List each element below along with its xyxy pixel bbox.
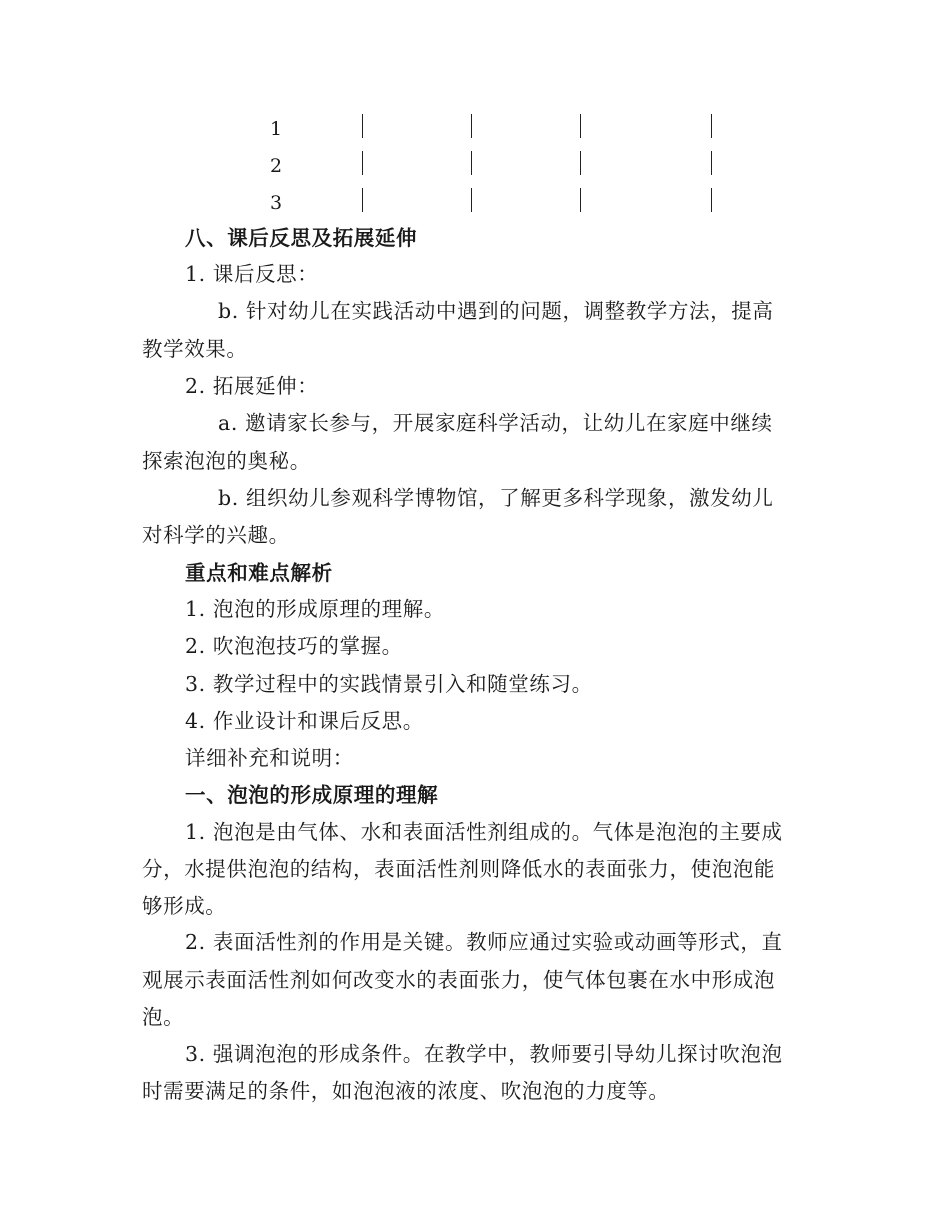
paragraph-line: 对科学的兴趣。 [142, 523, 290, 547]
section-heading: 一、泡泡的形成原理的理解 [185, 783, 439, 807]
table-cell-divider [471, 114, 472, 138]
table-cell-divider [711, 114, 712, 138]
table-cell-divider [580, 114, 581, 138]
table-cell-divider [362, 151, 363, 175]
table-row [0, 110, 950, 147]
table-cell-divider [362, 114, 363, 138]
table-row [0, 147, 950, 184]
paragraph-line: 3. 强调泡泡的形成条件。在教学中，教师要引导幼儿探讨吹泡泡 [185, 1042, 783, 1066]
paragraph-line: 探索泡泡的奥秘。 [142, 449, 311, 473]
table-cell-divider [580, 188, 581, 212]
table-cell-divider [580, 151, 581, 175]
paragraph-line: 时需要满足的条件，如泡泡液的浓度、吹泡泡的力度等。 [142, 1079, 670, 1103]
paragraph-line: 1. 泡泡的形成原理的理解。 [185, 597, 445, 621]
table-cell-divider [471, 151, 472, 175]
paragraph-line: 4. 作业设计和课后反思。 [185, 709, 424, 733]
paragraph-line: 1. 泡泡是由气体、水和表面活性剂组成的。气体是泡泡的主要成 [185, 820, 783, 844]
paragraph-line: 2. 拓展延伸： [185, 374, 319, 398]
table-row-number: 3 [270, 192, 283, 214]
section-heading: 重点和难点解析 [185, 561, 333, 585]
table-cell-divider [711, 188, 712, 212]
paragraph-line: b. 组织幼儿参观科学博物馆，了解更多科学现象，激发幼儿 [218, 486, 774, 510]
paragraph-line: 详细补充和说明： [185, 746, 354, 770]
paragraph-line: 2. 吹泡泡技巧的掌握。 [185, 634, 403, 658]
table-row [0, 184, 950, 221]
paragraph-line: 观展示表面活性剂如何改变水的表面张力，使气体包裹在水中形成泡 [142, 968, 775, 992]
paragraph-line: a. 邀请家长参与，开展家庭科学活动，让幼儿在家庭中继续 [218, 411, 773, 435]
paragraph-line: 3. 教学过程中的实践情景引入和随堂练习。 [185, 672, 593, 696]
table-cell-divider [471, 188, 472, 212]
table-cell-divider [362, 188, 363, 212]
paragraph-line: 够形成。 [142, 894, 227, 918]
paragraph-line: 分，水提供泡泡的结构，表面活性剂则降低水的表面张力，使泡泡能 [142, 857, 775, 881]
paragraph-line: 教学效果。 [142, 337, 248, 361]
table-cell-divider [711, 151, 712, 175]
section-heading: 八、课后反思及拓展延伸 [185, 226, 418, 250]
table-row-number: 1 [270, 118, 283, 140]
paragraph-line: 2. 表面活性剂的作用是关键。教师应通过实验或动画等形式，直 [185, 930, 783, 954]
paragraph-line: 1. 课后反思： [185, 262, 319, 286]
paragraph-line: 泡。 [142, 1005, 185, 1029]
paragraph-line: b. 针对幼儿在实践活动中遇到的问题，调整教学方法，提高 [218, 299, 774, 323]
table-row-number: 2 [270, 155, 283, 177]
